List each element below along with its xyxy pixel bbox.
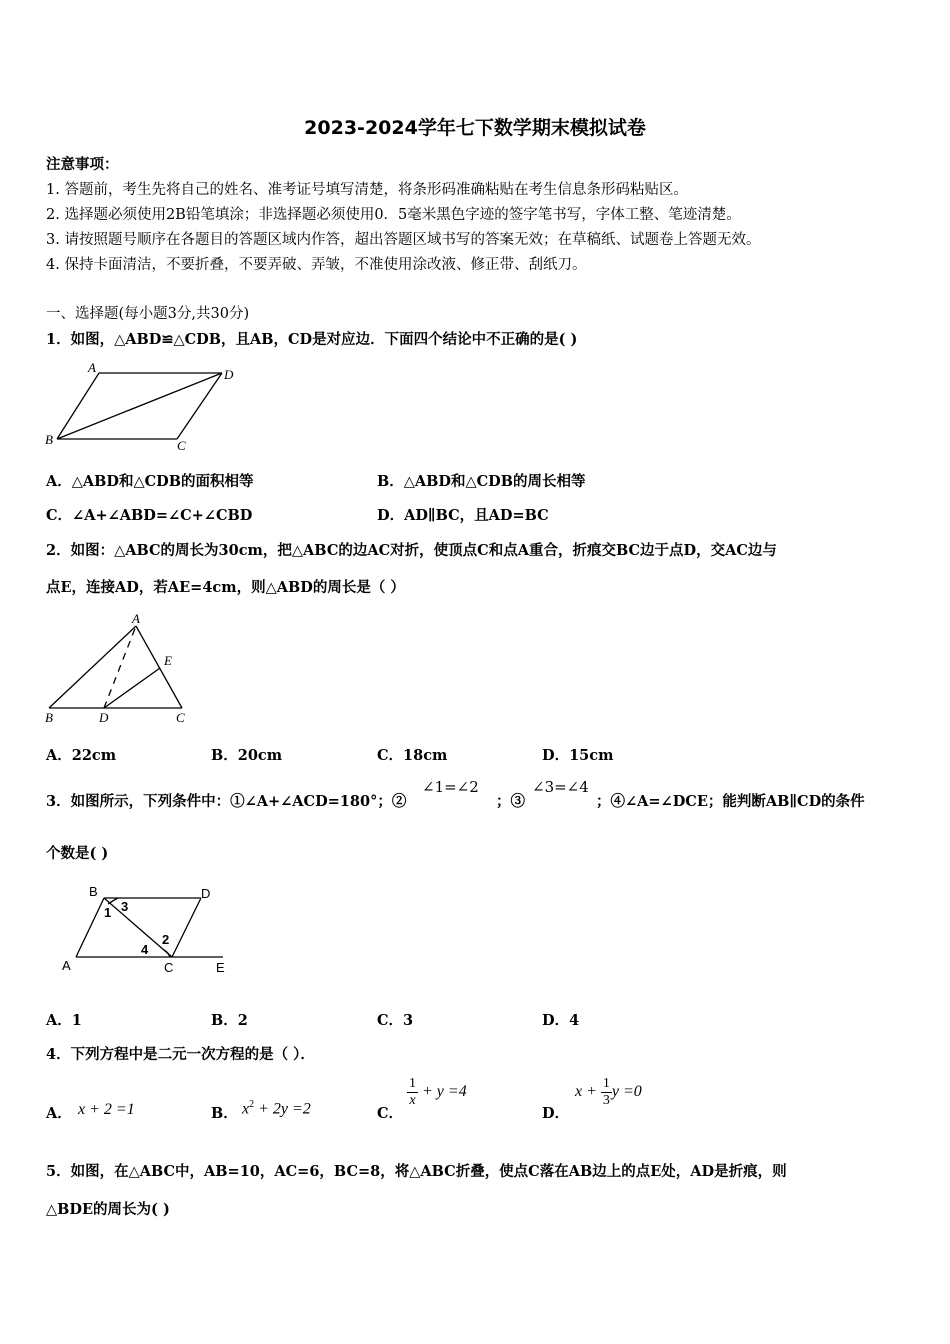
q3-option-c: C．3: [377, 1012, 414, 1029]
q3-condition-3: ∠3=∠4: [532, 778, 589, 796]
q4-d-rest: y =0: [611, 1083, 642, 1101]
q4-c-denominator: x: [409, 1093, 416, 1108]
q1-stem: 1．如图，△ABD≌△CDB，且AB，CD是对应边．下面四个结论中不正确的是( ): [46, 331, 578, 348]
q4-b-exponent: 2: [249, 1099, 255, 1110]
q4-c-numerator: 1: [409, 1076, 416, 1091]
q4-d-numerator: 1: [602, 1076, 610, 1091]
q2-option-a: A．22cm: [46, 747, 117, 764]
q3-angle-4: 4: [141, 942, 149, 957]
q2-option-b: B．20cm: [211, 747, 283, 764]
q3-stem-part2: ；③: [496, 793, 525, 810]
q2-stem-line2: 点E，连接AD，若AE=4cm，则△ABD的周长是（ ）: [46, 579, 405, 596]
q3-angle-1: 1: [104, 905, 112, 920]
q3-label-d: D: [201, 886, 211, 901]
notice-item-1: 1. 答题前，考生先将自己的姓名、准考证号填写清楚，将条形码准确粘贴在考生信息条形码粘贴区。: [46, 182, 688, 198]
q4-stem: 4．下列方程中是二元一次方程的是（ ）．: [46, 1046, 315, 1063]
q3-stem-part1: 3．如图所示，下列条件中：①∠A+∠ACD=180°；②: [46, 793, 407, 810]
q3-stem-part3: ；④∠A=∠DCE；能判断AB∥CD的条件: [596, 793, 865, 810]
q1-label-b: B: [45, 432, 53, 447]
q4-option-c-letter: C．: [377, 1105, 404, 1122]
q4-option-b-equation: [242, 1099, 311, 1118]
q1-option-a: A．△ABD和△CDB的面积相等: [46, 473, 254, 490]
q3-label-b: B: [89, 884, 98, 899]
q4-option-c-equation: [407, 1076, 467, 1109]
notice-heading: 注意事项：: [46, 156, 119, 173]
q4-option-b-letter: B．: [211, 1105, 238, 1122]
notice-item-2: 2. 选择题必须使用2B铅笔填涂；非选择题必须使用0．5毫米黑色字迹的签字笔书写，字体工整、笔迹清楚。: [46, 207, 741, 223]
q3-label-c: C: [164, 960, 174, 975]
q1-label-c: C: [177, 438, 186, 453]
q1-label-d: D: [224, 367, 234, 382]
q2-stem-line1: 2．如图：△ABC的周长为30cm，把△ABC的边AC对折，使顶点C和点A重合，折痕交BC边于点D，交AC边与: [46, 542, 777, 559]
notice-item-3: 3. 请按照题号顺序在各题目的答题区域内作答，超出答题区域书写的答案无效；在草稿纸、试题卷上答题无效。: [46, 232, 761, 248]
q3-label-e: E: [216, 960, 225, 975]
q2-label-e: E: [164, 653, 172, 668]
section-heading: 一、选择题(每小题3分,共30分): [46, 306, 250, 322]
q2-label-a: A: [132, 611, 140, 626]
page-title: 2023-2024学年七下数学期末模拟试卷: [304, 117, 646, 139]
q4-c-rest: + y =4: [418, 1083, 467, 1101]
q2-option-d: D．15cm: [542, 747, 614, 764]
q4-option-a-letter: A．: [46, 1105, 72, 1122]
q2-label-b: B: [45, 710, 53, 725]
q3-angle-3: 3: [121, 899, 129, 914]
q4-option-d-equation: [575, 1076, 642, 1109]
q2-label-d: D: [99, 710, 109, 725]
q4-option-a-equation: x + 2 =1: [78, 1101, 135, 1118]
q5-stem-line2: △BDE的周长为( ): [46, 1201, 170, 1218]
q2-option-c: C．18cm: [377, 747, 448, 764]
q4-b-base: x: [242, 1100, 250, 1118]
q3-condition-2: ∠1=∠2: [422, 778, 479, 796]
q3-option-b: B．2: [211, 1012, 248, 1029]
q4-option-d-letter: D．: [542, 1105, 570, 1122]
q1-option-d: D．AD∥BC，且AD=BC: [377, 507, 549, 524]
q1-option-b: B．△ABD和△CDB的周长相等: [377, 473, 586, 490]
q1-option-c: C．∠A+∠ABD=∠C+∠CBD: [46, 507, 253, 524]
q4-d-denominator: 3: [602, 1093, 610, 1108]
q3-option-d: D．4: [542, 1012, 580, 1029]
q1-figure: [44, 362, 249, 452]
q1-label-a: A: [88, 360, 96, 375]
notice-item-4: 4. 保持卡面清洁，不要折叠，不要弄破、弄皱，不准使用涂改液、修正带、刮纸刀。: [46, 257, 587, 273]
q4-d-lead: x +: [575, 1083, 601, 1101]
q5-stem-line1: 5．如图，在△ABC中，AB=10，AC=6，BC=8，将△ABC折叠，使点C落在AB边上的点E处，AD是折痕，则: [46, 1163, 787, 1180]
q3-stem-line2: 个数是( ): [46, 845, 109, 862]
q4-b-rest: + 2y =2: [254, 1100, 311, 1118]
q3-figure: [60, 880, 240, 980]
q3-label-a: A: [62, 958, 71, 973]
q2-figure: [44, 612, 194, 727]
q3-angle-2: 2: [162, 932, 170, 947]
q3-option-a: A．1: [46, 1012, 82, 1029]
q2-label-c: C: [176, 710, 185, 725]
